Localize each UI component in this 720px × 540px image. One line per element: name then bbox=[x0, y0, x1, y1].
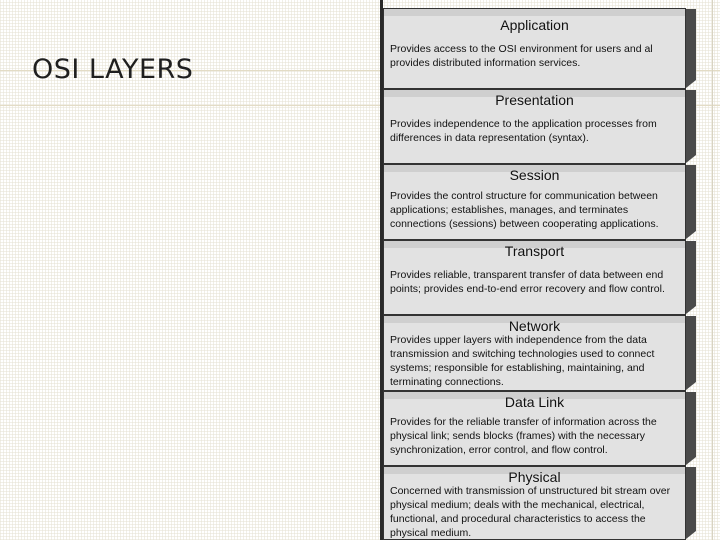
description-line: points; provides end-to-end error recovery and flow control. bbox=[390, 283, 665, 295]
layer-description bbox=[390, 189, 710, 231]
layer-name: Transport bbox=[504, 243, 565, 259]
layer-description bbox=[390, 484, 710, 540]
description-line: systems; responsible for establishing, maintaining, and bbox=[390, 362, 645, 374]
description-line: terminating connections. bbox=[390, 376, 504, 388]
layer-name: Physical bbox=[508, 469, 561, 485]
description-line: applications; establishes, manages, and terminates bbox=[390, 204, 629, 216]
description-line: Provides reliable, transparent transfer of data between end bbox=[390, 269, 664, 281]
description-line: functional, and procedural characteristics to access the bbox=[390, 513, 646, 525]
layer-description bbox=[390, 42, 710, 70]
description-line: synchronization, error control, and flow control. bbox=[390, 444, 608, 456]
layer-top-face bbox=[384, 9, 685, 16]
layer-presentation bbox=[383, 89, 686, 164]
layer-description bbox=[390, 415, 710, 457]
layer-physical bbox=[383, 466, 686, 540]
layer-network bbox=[383, 315, 686, 391]
layer-name: Data Link bbox=[504, 394, 565, 410]
layer-name: Application bbox=[500, 17, 569, 33]
description-line: provides distributed information services. bbox=[390, 57, 581, 69]
slide-edge-line bbox=[712, 0, 713, 540]
page-title: OSI LAYERS bbox=[32, 54, 194, 85]
layer-session bbox=[383, 164, 686, 240]
description-line: transmission and switching technologies used to connect bbox=[390, 348, 655, 360]
layer-name: Session bbox=[509, 167, 560, 183]
layer-data-link bbox=[383, 391, 686, 466]
layer-description bbox=[390, 268, 710, 296]
description-line: Provides independence to the application processes from bbox=[390, 118, 657, 130]
layer-name: Network bbox=[508, 318, 561, 334]
description-line: physical medium. bbox=[390, 527, 472, 539]
description-line: Provides for the reliable transfer of information across the bbox=[390, 416, 657, 428]
layer-description bbox=[390, 333, 710, 389]
description-line: Provides the control structure for communication between bbox=[390, 190, 658, 202]
description-line: Concerned with transmission of unstructured bit stream over bbox=[390, 485, 671, 497]
layer-description bbox=[390, 117, 710, 145]
layer-name: Presentation bbox=[495, 92, 574, 108]
description-line: physical medium; deals with the mechanical, electrical, bbox=[390, 499, 645, 511]
layer-application bbox=[383, 8, 686, 89]
description-line: Provides access to the OSI environment for users and al bbox=[390, 43, 653, 55]
description-line: Provides upper layers with independence from the data bbox=[390, 334, 647, 346]
description-line: differences in data representation (syntax). bbox=[390, 132, 589, 144]
description-line: connections (sessions) between cooperating applications. bbox=[390, 218, 659, 230]
layer-transport bbox=[383, 240, 686, 315]
osi-layer-stack bbox=[380, 0, 710, 540]
description-line: physical link; sends blocks (frames) with the necessary bbox=[390, 430, 646, 442]
